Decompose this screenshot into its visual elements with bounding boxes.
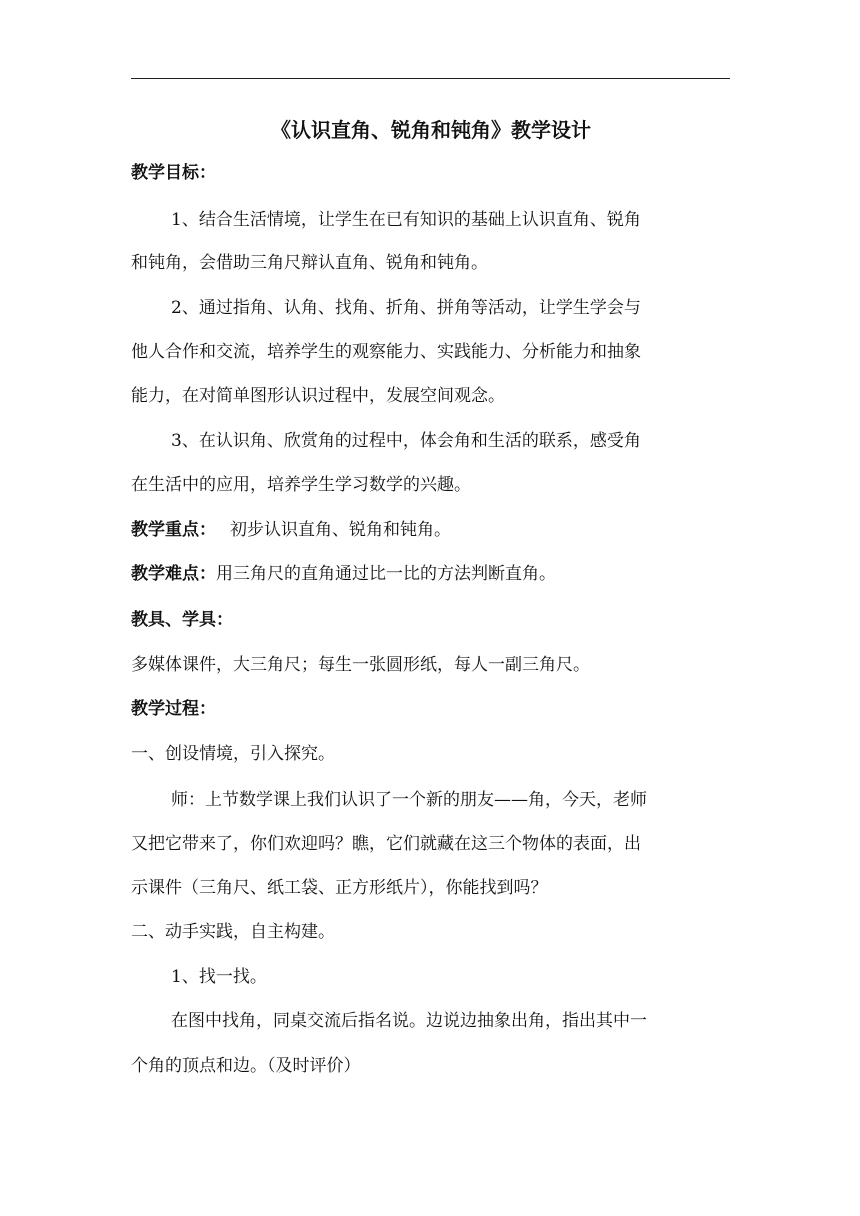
difficulty-line	[131, 562, 731, 586]
objective-3-line-1: 3、在认识角、欣赏角的过程中，体会角和生活的联系，感受角	[171, 431, 641, 451]
section-1-paragraph-line-2: 又把它带来了，你们欢迎吗？瞧，它们就藏在这三个物体的表面，出	[131, 834, 641, 854]
objective-2-line-3: 能力，在对简单图形认识过程中，发展空间观念。	[131, 386, 505, 406]
section-1-paragraph-line-1: 师：上节数学课上我们认识了一个新的朋友——角，今天，老师	[171, 790, 647, 810]
tools-heading: 教具、学具：	[131, 610, 233, 630]
key-point-line	[131, 518, 731, 542]
difficulty-text: 用三角尺的直角通过比一比的方法判断直角。	[216, 564, 556, 584]
process-heading: 教学过程：	[131, 699, 216, 719]
section-1-heading: 一、创设情境，引入探究。	[131, 744, 335, 764]
section-1-paragraph-line-3: 示课件（三角尺、纸工袋、正方形纸片），你能找到吗？	[131, 878, 548, 898]
difficulty-label: 教学难点：	[131, 564, 216, 584]
header-rule	[131, 78, 730, 79]
section-2-heading: 二、动手实践，自主构建。	[131, 922, 335, 942]
objective-1-line-1: 1、结合生活情境，让学生在已有知识的基础上认识直角、锐角	[171, 210, 641, 230]
key-point-text: 初步认识直角、锐角和钝角。	[230, 520, 451, 540]
step-1-paragraph-line-1: 在图中找角，同桌交流后指名说。边说边抽象出角，指出其中一	[171, 1011, 647, 1031]
objective-3-line-2: 在生活中的应用，培养学生学习数学的兴趣。	[131, 475, 471, 495]
objective-1-line-2: 和钝角，会借助三角尺辩认直角、锐角和钝角。	[131, 253, 488, 273]
objective-2-line-2: 他人合作和交流，培养学生的观察能力、实践能力、分析能力和抽象	[131, 342, 641, 362]
tools-text: 多媒体课件，大三角尺；每生一张圆形纸，每人一副三角尺。	[131, 655, 590, 675]
document-title: 《认识直角、锐角和钝角》教学设计	[271, 118, 591, 142]
objectives-heading: 教学目标：	[131, 163, 216, 183]
objective-2-line-1: 2、通过指角、认角、找角、折角、拼角等活动，让学生学会与	[171, 298, 641, 318]
key-point-label: 教学重点：	[131, 520, 216, 540]
step-1-heading: 1、找一找。	[171, 967, 267, 987]
step-1-paragraph-line-2: 个角的顶点和边。（及时评价）	[131, 1056, 361, 1076]
